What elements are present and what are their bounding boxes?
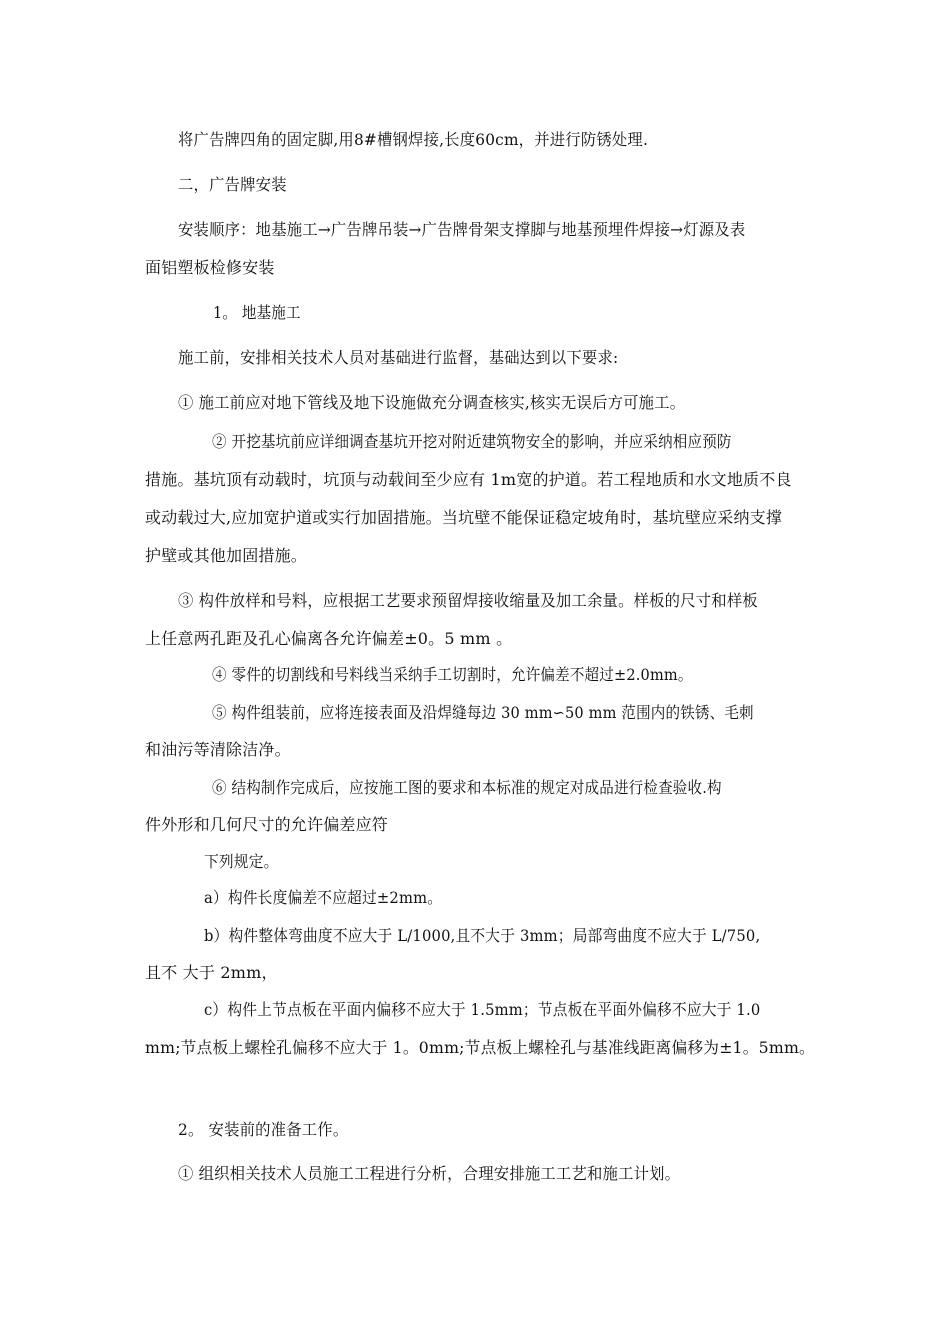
requirement-item-3-line2: 上任意两孔距及孔心偏离各允许偏差±0。5 mm 。 (145, 629, 513, 648)
tolerance-item-b-line1: b）构件整体弯曲度不应大于 L/1000,且不大于 3mm；局部弯曲度不应大于 L/750, (204, 926, 761, 945)
requirement-item-6-line1: ⑥ 结构制作完成后，应按施工图的要求和本标准的规定对成品进行检查验收.构 (212, 778, 722, 797)
requirement-item-2-line1: ② 开挖基坑前应详细调查基坑开挖对附近建筑物安全的影响，并应采纳相应预防 (212, 432, 732, 451)
tolerance-item-b-line2: 且不 大于 2mm， (145, 963, 278, 982)
section-heading-installation: 二，广告牌安装 (178, 175, 287, 194)
requirement-item-6-line2: 件外形和几何尺寸的允许偏差应符 (145, 815, 389, 834)
requirement-item-4: ④ 零件的切割线和号料线当采纳手工切割时，允许偏差不超过±2.0mm。 (212, 665, 693, 684)
tolerance-item-c-line2: mm;节点板上螺栓孔偏移不应大于 1。0mm;节点板上螺栓孔与基准线距离偏移为±1。5mm。 (145, 1038, 815, 1057)
paragraph-install-sequence-line2: 面铝塑板检修安装 (145, 258, 275, 277)
requirement-item-1: ① 施工前应对地下管线及地下设施做充分调查核实,核实无误后方可施工。 (178, 393, 686, 412)
tolerance-item-a: a）构件长度偏差不应超过±2mm。 (204, 888, 443, 907)
requirement-item-5-line2: 和油污等清除洁净。 (145, 740, 291, 759)
requirement-item-2-line2: 措施。基坑顶有动载时，坑顶与动载间至少应有 1m宽的护道。若工程地质和水文地质不良 (145, 470, 792, 489)
paragraph-foundation-intro: 施工前，安排相关技术人员对基础进行监督，基础达到以下要求: (178, 348, 619, 367)
subsection-heading-foundation: 1。 地基施工 (213, 303, 301, 322)
tolerance-item-c-line1: c）构件上节点板在平面内偏移不应大于 1.5mm；节点板在平面外偏移不应大于 1.0 (204, 1000, 761, 1019)
paragraph-install-sequence-line1: 安装顺序：地基施工→广告牌吊装→广告牌骨架支撑脚与地基预埋件焊接→灯源及表 (178, 220, 746, 239)
paragraph-fixing-feet: 将广告牌四角的固定脚,用8#槽钢焊接,长度60cm，并进行防锈处理. (178, 130, 649, 149)
preparation-item-1: ① 组织相关技术人员施工工程进行分析，合理安排施工工艺和施工计划。 (178, 1164, 681, 1183)
requirement-item-2-line3: 或动载过大,应加宽护道或实行加固措施。当坑壁不能保证稳定坡角时，基坑壁应采纳支撑 (145, 508, 783, 527)
requirement-item-3-line1: ③ 构件放样和号料，应根据工艺要求预留焊接收缩量及加工余量。样板的尺寸和样板 (178, 591, 758, 610)
requirement-item-6-line3: 下列规定。 (204, 852, 279, 871)
subsection-heading-preparation: 2。 安装前的准备工作。 (178, 1120, 349, 1139)
requirement-item-5-line1: ⑤ 构件组装前，应将连接表面及沿焊缝每边 30 mm∽50 mm 范围内的铁锈、毛刺 (212, 703, 754, 722)
requirement-item-2-line4: 护壁或其他加固措施。 (145, 546, 308, 565)
